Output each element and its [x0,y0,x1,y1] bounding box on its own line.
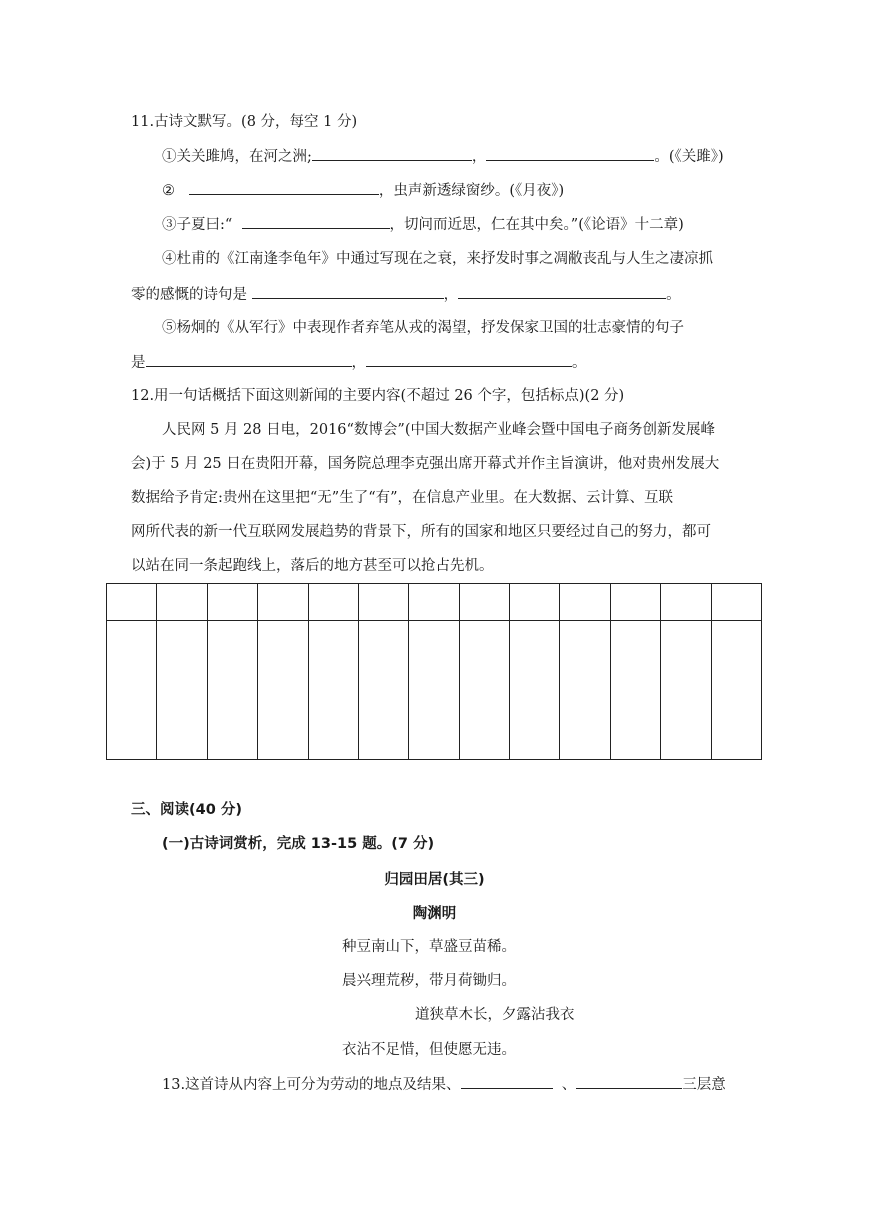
answer-blank[interactable] [366,352,572,367]
answer-grid-cell[interactable] [661,584,711,621]
answer-grid-cell[interactable] [459,584,509,621]
answer-grid-cell[interactable] [711,621,762,760]
poem-line: 晨兴理荒秽，带月荷锄归。 [342,973,516,989]
q11-line-3 [162,214,684,235]
answer-blank[interactable] [461,1074,553,1089]
answer-grid-cell[interactable] [409,621,459,760]
answer-blank[interactable] [312,146,472,161]
answer-grid-cell[interactable] [510,584,560,621]
q11-line-5b-sep: ， [351,355,366,371]
q11-line-1-sep: ， [471,149,487,165]
answer-blank[interactable] [458,284,666,299]
q11-line-1 [162,146,724,167]
q13-sep: 、 [561,1077,577,1093]
q11-line-1-source: 。(《关雎》) [654,149,724,165]
q13-text: 13.这首诗从内容上可分为劳动的地点及结果、 [162,1077,461,1093]
q11-line-2 [162,180,564,201]
q11-line-5b [131,352,587,373]
answer-grid-row [107,621,762,760]
q12-para-line: 人民网 5 月 28 日电，2016“数博会”(中国大数据产业峰会暨中国电子商务创新发展峰 [162,422,715,438]
answer-blank[interactable] [189,180,379,195]
answer-blank[interactable] [486,146,654,161]
answer-grid-cell[interactable] [308,621,358,760]
answer-blank[interactable] [252,284,444,299]
q11-line-4b-end: 。 [666,287,681,303]
answer-grid-cell[interactable] [560,584,610,621]
q11-line-4a: ④杜甫的《江南逢李龟年》中通过写现在之衰，来抒发时事之凋敝丧乱与人生之凄凉抓 [162,251,713,267]
q11-line-5b-text: 是 [131,355,146,371]
q12-para-line: 网所代表的新一代互联网发展趋势的背景下，所有的国家和地区只要经过自己的努力，都可 [131,524,711,540]
q12-para-line: 数据给予肯定:贵州在这里把“无”生了“有”，在信息产业里。在大数据、云计算、互联 [131,490,674,506]
answer-blank[interactable] [576,1074,682,1089]
answer-grid [106,583,762,760]
answer-grid-cell[interactable] [258,621,308,760]
q11-line-5a: ⑤杨炯的《从军行》中表现作者弃笔从戎的渴望，抒发保家卫国的壮志豪情的句子 [162,320,684,336]
poem-title: 归园田居(其三) [384,872,485,888]
q13-end: 三层意 [682,1077,726,1093]
q11-line-4b-text: 零的感慨的诗句是 [131,287,247,303]
q11-line-3-rest: ，切问而近思，仁在其中矣。”(《论语》十二章) [389,217,684,233]
answer-grid-cell[interactable] [258,584,308,621]
answer-grid-cell[interactable] [560,621,610,760]
section-heading: 三、阅读(40 分) [131,802,242,818]
q11-line-2-text: ，虫声新透绿窗纱。(《月夜》) [378,183,565,199]
poem-line: 衣沾不足惜，但使愿无违。 [342,1042,516,1058]
answer-grid-cell[interactable] [409,584,459,621]
q11-line-5b-end: 。 [572,355,587,371]
answer-grid-cell[interactable] [711,584,762,621]
q12-para-line: 以站在同一条起跑线上，落后的地方甚至可以抢占先机。 [131,558,494,574]
poem-line: 道狭草木长，夕露沾我衣 [415,1007,575,1023]
poem-line: 种豆南山下，草盛豆苗稀。 [342,939,516,955]
answer-grid-cell[interactable] [157,584,207,621]
answer-grid-row [107,584,762,621]
q11-line-2-num: ② [162,183,175,199]
section-subheading: (一)古诗词赏析，完成 13-15 题。(7 分) [162,836,435,852]
answer-grid-cell[interactable] [610,584,660,621]
q13-line [162,1074,726,1095]
answer-blank[interactable] [242,214,390,229]
answer-grid-cell[interactable] [308,584,358,621]
q11-line-4b-sep: ， [443,287,459,303]
answer-grid-cell[interactable] [358,621,408,760]
q12-para-line: 会)于 5 月 25 日在贵阳开幕，国务院总理李克强出席开幕式并作主旨演讲，他对贵州发展大 [131,456,720,472]
answer-grid-cell[interactable] [107,621,157,760]
answer-grid-cell[interactable] [207,621,257,760]
answer-blank[interactable] [146,352,352,367]
q11-line-1-text: ①关关雎鸠，在河之洲; [162,149,312,165]
answer-grid-cell[interactable] [510,621,560,760]
answer-grid-cell[interactable] [107,584,157,621]
poem-author: 陶渊明 [412,906,457,922]
q11-line-3-text: ③子夏曰:“ [162,217,233,233]
answer-grid-cell[interactable] [157,621,207,760]
answer-grid-cell[interactable] [459,621,509,760]
answer-grid-cell[interactable] [661,621,711,760]
q11-title: 11.古诗文默写。(8 分，每空 1 分) [131,114,358,130]
q11-line-4b [131,284,681,305]
answer-grid-cell[interactable] [358,584,408,621]
answer-grid-cell[interactable] [207,584,257,621]
answer-grid-cell[interactable] [610,621,660,760]
q12-title: 12.用一句话概括下面这则新闻的主要内容(不超过 26 个字，包括标点)(2 分) [131,388,625,404]
